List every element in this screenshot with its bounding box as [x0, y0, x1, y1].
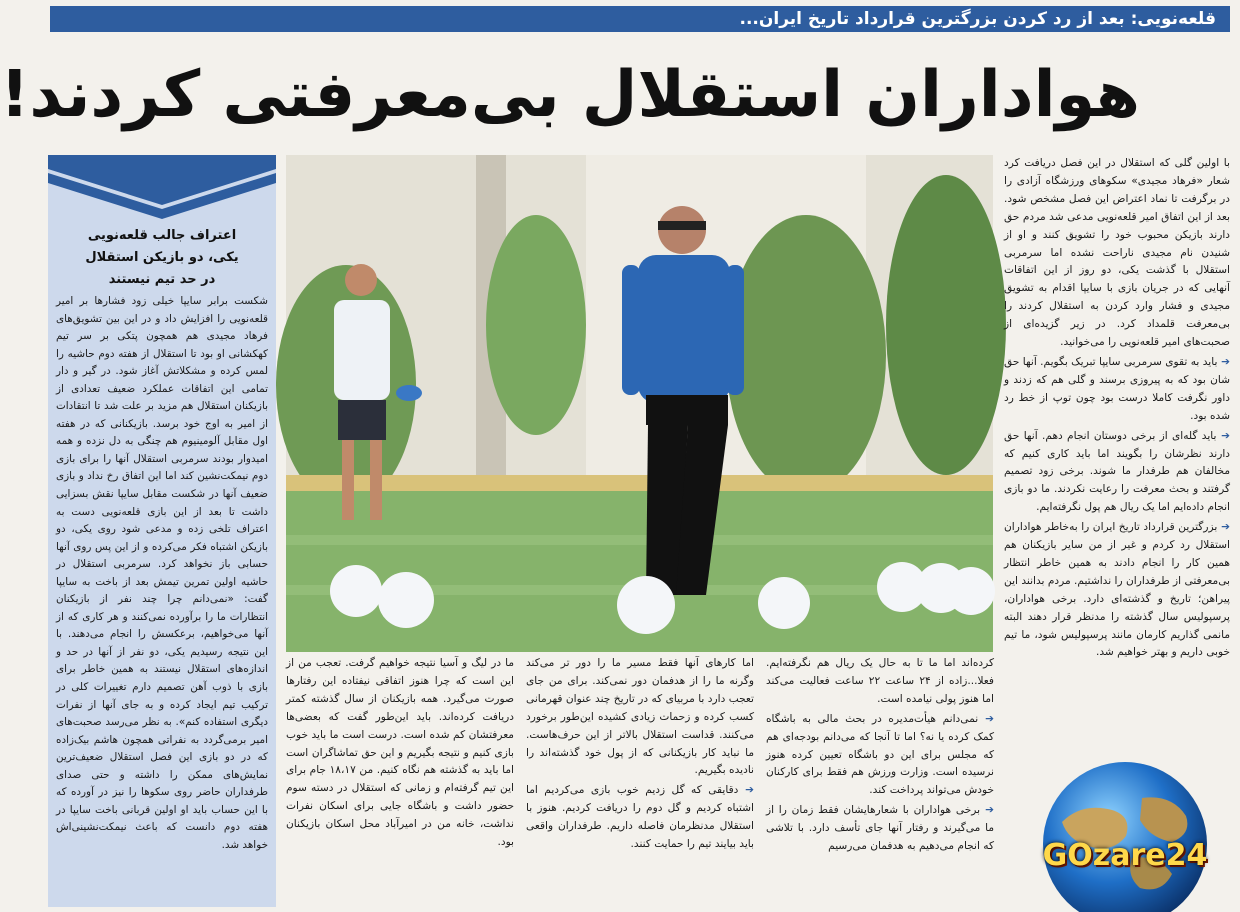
arrow-icon: ➔ — [1217, 521, 1230, 534]
paragraph — [286, 655, 514, 852]
paragraph-text: برخی هواداران با شعارهایشان فقط زمان را از ما می‌گیرند و رفتار آنها جای تأسف دارد. با تلاشی که انجام می‌دهیم به هدفمان می‌رسیم — [766, 804, 994, 853]
arrow-icon: ➔ — [1217, 355, 1230, 368]
paragraph-text: اما کارهای آنها فقط مسیر ما را دور تر می‌کند وگرنه ما را از هدفمان دور نمی‌کند. برای من جای تعجب دارد با مربیای که در تاریخ چند عنوان قهرمانی کسب کرده و زحمات زیادی کشیده این‌طور برخورد می‌کنند. قداست استقلال بالاتر از این حرف‌هاست. ما نباید کار بازیکنانی که از پول خود گذشته‌اند را نادیده بگیریم. — [526, 657, 754, 777]
training-photo — [286, 155, 993, 652]
arrow-icon: ➔ — [980, 804, 994, 817]
arrow-icon: ➔ — [1216, 429, 1230, 442]
kicker-text: قلعه‌نویی: بعد از رد کردن بزرگترین قرارداد تاریخ ایران... — [739, 9, 1216, 29]
paragraph — [766, 655, 994, 709]
paragraph-text: کرده‌اند اما ما تا به حال یک ریال هم نگرفته‌ایم. فعلا...زاده از ۲۴ ساعت ۲۲ ساعت فعالیت می‌کند اما هنوز پولی نیامده است. — [766, 657, 994, 705]
sidebar-box — [48, 155, 276, 907]
paragraph-text: با اولین گلی که استقلال در این فصل دریافت کرد شعار «فرهاد مجیدی» سکوهای ورزشگاه آزادی را در برگرفت تا نماد اعتراض این فصل مشخص شود. بعد از این اتفاق امیر قلعه‌نویی مدعی شد مردم حق دارند بازیکن محبوب خود را تشویق کنند و او از شنیدن نام مجیدی ناراحت نشده اما سرمربی استقلال با گذشت یکی، دو روز از این اتفاقات آنهایی که در جریان بازی با سایپا اقدام به تشویق مجیدی و فشار وارد کردن به استقلال کردند را بی‌معرفت قلمداد کرد. در زیر گزیده‌ای از صحبت‌های امیر قلعه‌نویی را می‌خوانید. — [1004, 157, 1230, 349]
paragraph — [526, 782, 754, 854]
paragraph — [526, 655, 754, 780]
paragraph — [1004, 519, 1230, 662]
arrow-icon: ➔ — [978, 712, 994, 725]
watermark-text: GOzare24 — [1042, 838, 1208, 873]
globe-logo-icon — [1022, 762, 1228, 908]
paragraph-text: نمی‌دانم هیأت‌مدیره در بحث مالی به باشگاه کمک کرده یا نه؟ اما تا آنجا که می‌دانم بودجه‌ای هم که مجلس برای این دو باشگاه تعیین کرده هنوز نرسیده است. وزارت ورزش هم فقط برای کارکنان خودش می‌تواند پرداخت کند. — [766, 712, 994, 797]
paragraph-text: باید به تقوی سرمربی سایپا تبریک بگویم. آنها حق شان بود که به پیروزی برسند و گلی هم که زدند و داور نگرفت کاملا درست بود چون توپ از خط رد شده بود. — [1004, 355, 1230, 422]
paragraph-text: دقایقی که گل زدیم خوب بازی می‌کردیم اما اشتباه کردیم و گل دوم را دریافت کردیم. هنوز با استقلال مدنظرمان فاصله داریم. طرفداران واقعی باید بیایند تیم را حمایت کنند. — [526, 784, 754, 851]
chevron-banner-icon — [48, 155, 276, 221]
kicker-bar — [50, 6, 1230, 32]
arrow-icon: ➔ — [738, 784, 754, 797]
paragraph — [1004, 428, 1230, 518]
paragraph — [1004, 155, 1230, 352]
paragraph — [766, 711, 994, 801]
headline: هواداران استقلال بی‌معرفتی کردند! — [0, 58, 1140, 132]
sidebar-body: شکست برابر سایپا خیلی زود فشارها بر امیر قلعه‌نویی را افزایش داد و در این بین تشویق‌های فرهاد مجیدی هم همچون پتکی بر سر تیم کهکشانی او بود تا استقلال از هفته دوم حاشیه را لمس کرده و مشکلاتش آغاز شود. در گیر و دار تمامی این اتفاقات عملکرد ضعیف تعدادی از بازیکنان استقلال هم مزید بر علت شد تا انتقادات از امیر به اوج خود برسد. بازیکنانی که در هفته اول مقابل آلومینیوم هم چنگی به دل نزده و همه امیدوار بودند سرمربی استقلال آنها را برای بازی دوم نیمکت‌نشین کند اما این اتفاق رخ نداد و بازی ضعیف آنها در شکست مقابل سایپا نقش بسزایی داشت تا بعد از این بازی قلعه‌نویی دست به اعتراف تلخی زده و مدعی شود روی یکی، دو بازیکن اشتباه فکر می‌کرده و از این پس روی آنها حسابی باز نخواهد کرد. سرمربی استقلال در حاشیه اولین تمرین تیمش بعد از باخت به سایپا گفت: «نمی‌دانم چرا چند نفر از بازیکنان انتظارات ما را برآورده نمی‌کنند و هر کاری که از آنها می‌خواهیم، برعکسش را انجام می‌دهند. با این نتیجه رسیدیم یکی، دو نفر از آنها در حد و اندازه‌های استقلال نیستند به همین خاطر برای بازی با ذوب آهن تصمیم دارم تغییرات کلی در ترکیب تیم ایجاد کرده و به جای آنها از نفرات دیگری استفاده کنم». به نظر می‌رسد صحبت‌های امیر برمی‌گردد به نفراتی همچون هاشم بیک‌زاده که در دو بازی این فصل استقلال ضعیف‌ترین نمایش‌های ممکن را داشته و حتی صدای طرفداران حاضر روی سکوها را نیز در آورده که با این حساب باید او اولین قربانی باخت سایپا در هفته دوم دانست که باعث نیمکت‌نشینی‌اش خواهد شد. — [56, 295, 268, 851]
photo-illustration — [286, 155, 993, 652]
article-column-4 — [286, 655, 514, 907]
paragraph-text: بزرگترین قرارداد تاریخ ایران را به‌خاطر هواداران استقلال رد کردم و غیر از من سایر بازیکنان هم همین کار را انجام دادند به همین خاطر انتظار بی‌معرفتی از طرفداران را نداشتیم. مردم بدانند این پیراهن؛ تاریخ و گذشته‌ای دارد. برخی هواداران، پرسپولیس سال گذشته را مدنظر قرار دهند البته مانمی گذاریم کارمان مانند پرسپولیس شود، ما تیم خوبی داریم و بهتر خواهیم شد. — [1004, 521, 1230, 659]
article-column-3 — [526, 655, 754, 907]
sidebar-title-line: یکی، دو بازیکن استقلال — [85, 250, 239, 265]
sidebar-title-line: در حد تیم نیستند — [108, 272, 216, 287]
paragraph-text: باید گله‌ای از برخی دوستان انجام دهم. آنها حق دارند نظرشان را بگویند اما باید کاری کنیم که مخالفان هم طرفدار ما شوند. برخی زود تصمیم گرفتند و بحث معرفت را رعایت نکردند. ما دو بازی انجام داده‌ایم اما یک ریال هم پول نگرفته‌ایم. — [1004, 429, 1230, 514]
article-column-2 — [766, 655, 994, 907]
sidebar-title — [54, 225, 270, 291]
gozare24-watermark — [1022, 762, 1228, 908]
paragraph-text: ما در لیگ و آسیا نتیجه خواهیم گرفت. تعجب من از این است که چرا هنوز اتفاقی نیفتاده این رفتارها صورت می‌گیرد. همه بازیکنان از سال گذشته کمتر دریافت کرده‌اند. باید این‌طور گفت که بعضی‌ها معرفتشان کم شده است. درست است ما باید خوب بازی کنیم و نتیجه بگیریم و این حق تماشاگران است اما باید به گذشته هم نگاه کنیم. من ۱۸،۱۷ جام برای این تیم گرفته‌ام و زمانی که استقلال در دسته سوم حضور داشت و باشگاه جایی برای اسکان نفرات نداشت، خانه من در امیرآباد محل اسکان بازیکنان بود. — [286, 657, 514, 849]
paragraph — [766, 802, 994, 856]
paragraph — [1004, 354, 1230, 426]
sidebar-title-line: اعتراف جالب قلعه‌نویی — [87, 228, 237, 243]
